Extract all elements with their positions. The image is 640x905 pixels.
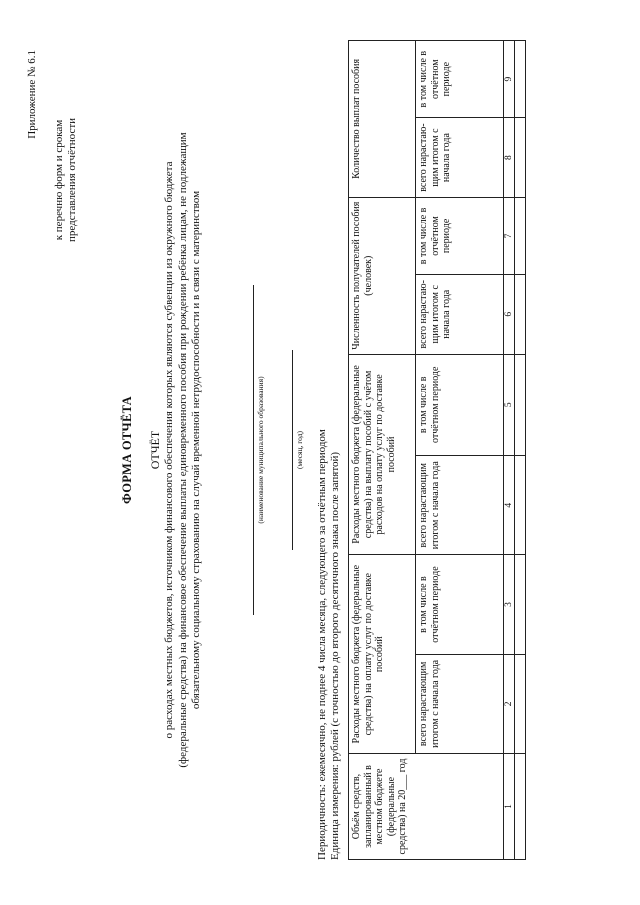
month-caption: (месяц, год) — [295, 430, 304, 470]
report-table — [348, 40, 526, 860]
column-number: 8 — [504, 118, 515, 197]
table-data-row — [515, 41, 526, 860]
report-subject-line-3: обязательному социальному страхованию на случай временной нетрудоспособности и в связи с материнством — [190, 190, 202, 710]
column-number-row — [504, 41, 515, 860]
periodicity-text: Периодичность: ежемесячно, не поднее 4 числа месяца, следующего за отчётным периодом — [316, 429, 328, 860]
data-cell[interactable] — [515, 275, 526, 354]
subheader-period: в том числе в отчётном периоде — [416, 555, 504, 654]
data-cell[interactable] — [515, 654, 526, 753]
annex-line-3: представления отчётности — [66, 117, 78, 243]
landscape-form — [20, 20, 620, 880]
header-payments-count: Количество выплат пособия — [349, 41, 416, 198]
form-title: ФОРМА ОТЧЁТА — [120, 396, 134, 504]
header-recipients-count: Численность получателей пособия (человек) — [349, 197, 416, 354]
column-number: 3 — [504, 555, 515, 654]
data-cell[interactable] — [515, 354, 526, 456]
column-number: 2 — [504, 654, 515, 753]
data-cell[interactable] — [515, 197, 526, 274]
data-cell[interactable] — [515, 41, 526, 118]
report-subject-line-2: (федеральные средства) на финансовое обеспечение выплаты единовременного пособия при рождении ребёнка лицам, не подлежащим — [176, 132, 189, 768]
column-number: 7 — [504, 197, 515, 274]
unit-text: Единица измерения: рублей (с точностью до второго десятичного знака после запятой) — [329, 451, 341, 860]
municipality-caption: (наименование муниципального образования) — [256, 376, 265, 524]
column-number: 4 — [504, 456, 515, 555]
annex-line-2: к перечню форм и срокам — [53, 119, 65, 241]
header-planned-volume: Объём средств, запланированный в местном бюджете (федеральные средства) на 20___ год — [349, 754, 504, 860]
annex-reference — [26, 50, 79, 310]
column-number: 9 — [504, 41, 515, 118]
header-benefit-expenses: Расходы местного бюджета (федеральные средства) на выплату пособий с учётом расходов на оплату услуг по доставке пособий — [349, 354, 416, 555]
report-subject-line-1: о расходах местных бюджетов, источником финансового обеспечения которых являются субвенции из окружного бюджета — [163, 161, 175, 739]
header-delivery-expenses: Расходы местного бюджета (федеральные средства) на оплату услуг по доставке пособий — [349, 555, 416, 754]
column-number: 6 — [504, 275, 515, 354]
subheader-total: всего нарастаю-щим итогом с начала года — [416, 118, 504, 197]
column-number: 5 — [504, 354, 515, 456]
data-cell[interactable] — [515, 118, 526, 197]
report-heading: ОТЧЁТ — [148, 430, 162, 470]
subheader-total: всего нарастаю-щим итогом с начала года — [416, 275, 504, 354]
month-underline — [292, 350, 293, 550]
report-subject — [163, 35, 204, 865]
subheader-period: в том числе в отчётном периоде — [416, 41, 504, 118]
data-cell[interactable] — [515, 456, 526, 555]
data-cell[interactable] — [515, 555, 526, 654]
subheader-total: всего нарастающим итогом с начала года — [416, 654, 504, 753]
column-number: 1 — [504, 754, 515, 860]
subheader-period: в том числе в отчётном периоде — [416, 354, 504, 456]
annex-number: Приложение № 6.1 — [26, 50, 38, 139]
municipality-underline — [253, 285, 254, 615]
table-header-row — [349, 41, 416, 860]
data-cell[interactable] — [515, 754, 526, 860]
table-subheader-row — [416, 41, 504, 860]
subheader-period: в том числе в отчётном периоде — [416, 197, 504, 274]
subheader-total: всего нарастающим итогом с начала года — [416, 456, 504, 555]
